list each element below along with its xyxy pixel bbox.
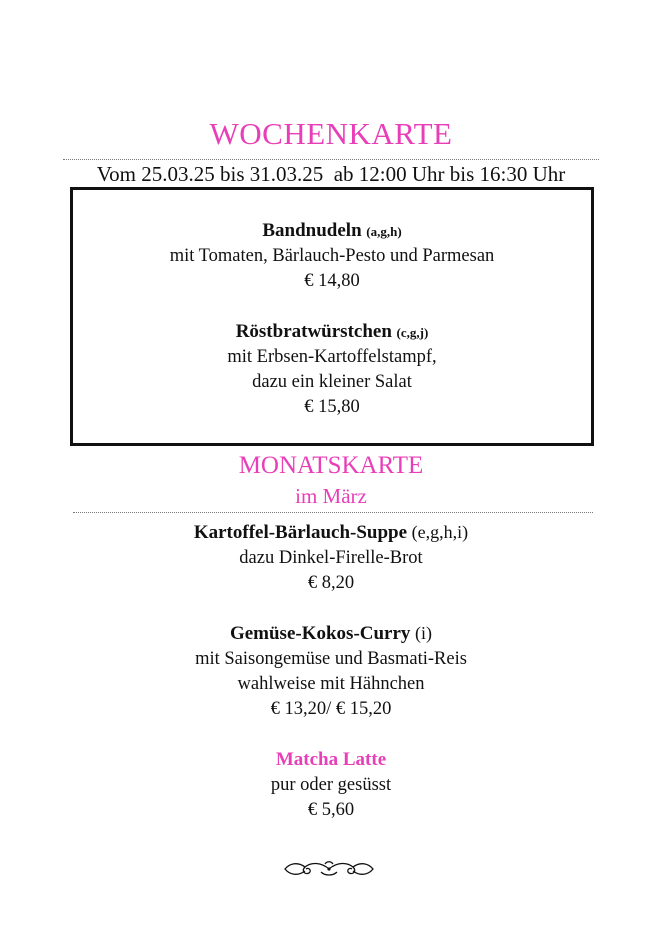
dish-description: dazu Dinkel-Firelle-Brot xyxy=(239,548,423,568)
monthly-menu-title: MONATSKARTE xyxy=(238,452,424,479)
weekly-dish-roestbratwuerstchen xyxy=(73,319,591,420)
dish-allergens: (a,g,h) xyxy=(366,224,402,239)
flourish-ornament-icon xyxy=(281,858,377,880)
dish-description: mit Erbsen-Kartoffelstampf, xyxy=(227,347,437,367)
dish-description: pur oder gesüsst xyxy=(270,775,392,795)
dish-price: € 8,20 xyxy=(307,573,355,593)
dish-allergens: (c,g,j) xyxy=(396,325,429,340)
dish-name: Röstbratwürstchen xyxy=(235,321,392,342)
dish-allergens: (e,g,h,i) xyxy=(411,522,469,542)
dotted-divider xyxy=(73,512,593,513)
dotted-divider xyxy=(63,159,599,160)
dish-name: Bandnudeln xyxy=(262,220,362,241)
dish-description: dazu ein kleiner Salat xyxy=(252,372,412,392)
dish-price: € 13,20/ € 15,20 xyxy=(270,699,392,719)
monthly-dish-suppe xyxy=(0,520,662,596)
monthly-menu-subtitle: im März xyxy=(295,484,367,508)
dish-allergens: (i) xyxy=(415,623,433,643)
monthly-dish-matcha-latte xyxy=(0,747,662,823)
dish-name: Gemüse-Kokos-Curry xyxy=(229,623,411,644)
dish-price: € 14,80 xyxy=(304,271,360,291)
dish-price: € 5,60 xyxy=(307,800,355,820)
dish-name: Kartoffel-Bärlauch-Suppe xyxy=(193,522,408,543)
dish-description: mit Saisongemüse und Basmati-Reis xyxy=(195,649,467,669)
weekly-dishes-box xyxy=(70,187,594,446)
weekly-date-range: Vom 25.03.25 bis 31.03.25 ab 12:00 Uhr bis 16:30 Uhr xyxy=(96,162,566,186)
weekly-menu-title: WOCHENKARTE xyxy=(209,116,453,151)
weekly-dish-bandnudeln xyxy=(73,218,591,294)
dish-description: mit Tomaten, Bärlauch-Pesto und Parmesan xyxy=(169,246,495,266)
dish-description: wahlweise mit Hähnchen xyxy=(237,674,425,694)
dish-name: Matcha Latte xyxy=(275,749,387,770)
dish-price: € 15,80 xyxy=(304,397,360,417)
monthly-dish-curry xyxy=(0,621,662,722)
